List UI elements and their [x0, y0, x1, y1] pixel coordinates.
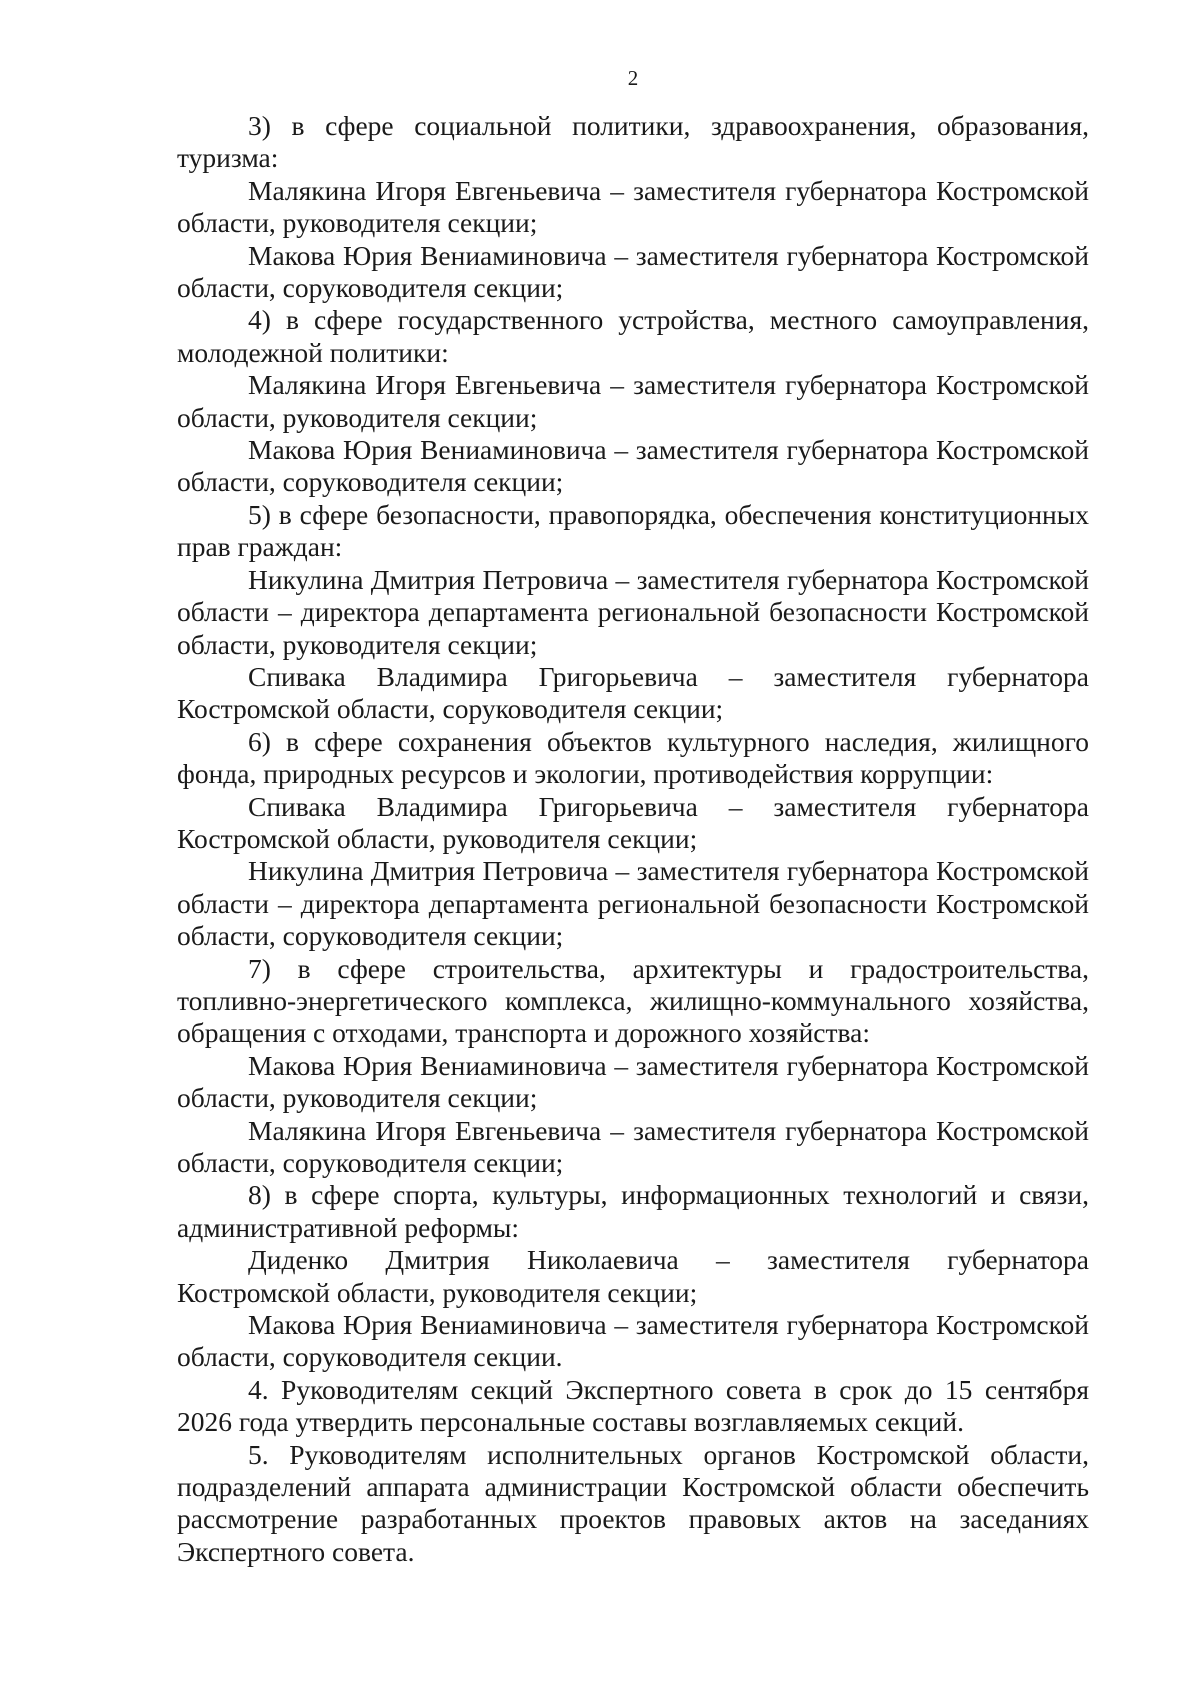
- paragraph: 6) в сфере сохранения объектов культурного наследия, жилищного фонда, природных ресурсов и экологии, противодействия коррупции:: [177, 725, 1089, 790]
- page-number: 2: [627, 66, 639, 90]
- paragraph: Малякина Игоря Евгеньевича – заместителя губернатора Костромской области, руководителя секции;: [177, 174, 1089, 239]
- paragraph: Макова Юрия Вениаминовича – заместителя губернатора Костромской области, руководителя секции;: [177, 1049, 1089, 1114]
- paragraph: Макова Юрия Вениаминовича – заместителя губернатора Костромской области, соруководителя секции.: [177, 1309, 1089, 1373]
- paragraph: 3) в сфере социальной политики, здравоохранения, образования, туризма:: [177, 110, 1089, 174]
- paragraph: 4. Руководителям секций Экспертного совета в срок до 15 сентября 2026 года утвердить персональные составы возглавляемых секций.: [177, 1373, 1089, 1438]
- paragraph: Малякина Игоря Евгеньевича – заместителя губернатора Костромской области, соруководителя секции;: [177, 1114, 1089, 1178]
- paragraph: Спивака Владимира Григорьевича – заместителя губернатора Костромской области, руководителя секции;: [177, 790, 1089, 854]
- paragraph: 5. Руководителям исполнительных органов Костромской области, подразделений аппарата администрации Костромской области обеспечить рассмотрение разработанных проектов правовых актов на заседаниях Экспертного совета.: [177, 1438, 1089, 1567]
- paragraph: 4) в сфере государственного устройства, местного самоуправления, молодежной политики:: [177, 304, 1089, 368]
- paragraph: Макова Юрия Вениаминовича – заместителя губернатора Костромской области, соруководителя секции;: [177, 239, 1089, 304]
- paragraph: 8) в сфере спорта, культуры, информационных технологий и связи, административной реформы:: [177, 1179, 1089, 1243]
- paragraph: Малякина Игоря Евгеньевича – заместителя губернатора Костромской области, руководителя секции;: [177, 369, 1089, 433]
- paragraph: 7) в сфере строительства, архитектуры и градостроительства, топливно-энергетического комплекса, жилищно-коммунального хозяйства, обращения с отходами, транспорта и дорожного хозяйства:: [177, 952, 1089, 1049]
- paragraph: Спивака Владимира Григорьевича – заместителя губернатора Костромской области, соруководителя секции;: [177, 660, 1089, 725]
- paragraph: Никулина Дмитрия Петровича – заместителя губернатора Костромской области – директора департамента региональной безопасности Костромской области, соруководителя секции;: [177, 855, 1089, 952]
- paragraph: Диденко Дмитрия Николаевича – заместителя губернатора Костромской области, руководителя секции;: [177, 1244, 1089, 1308]
- paragraph: 5) в сфере безопасности, правопорядка, обеспечения конституционных прав граждан:: [177, 498, 1089, 563]
- paragraph: Макова Юрия Вениаминовича – заместителя губернатора Костромской области, соруководителя секции;: [177, 434, 1089, 498]
- document-body: [177, 110, 1089, 1568]
- paragraph: Никулина Дмитрия Петровича – заместителя губернатора Костромской области – директора департамента региональной безопасности Костромской области, руководителя секции;: [177, 563, 1089, 660]
